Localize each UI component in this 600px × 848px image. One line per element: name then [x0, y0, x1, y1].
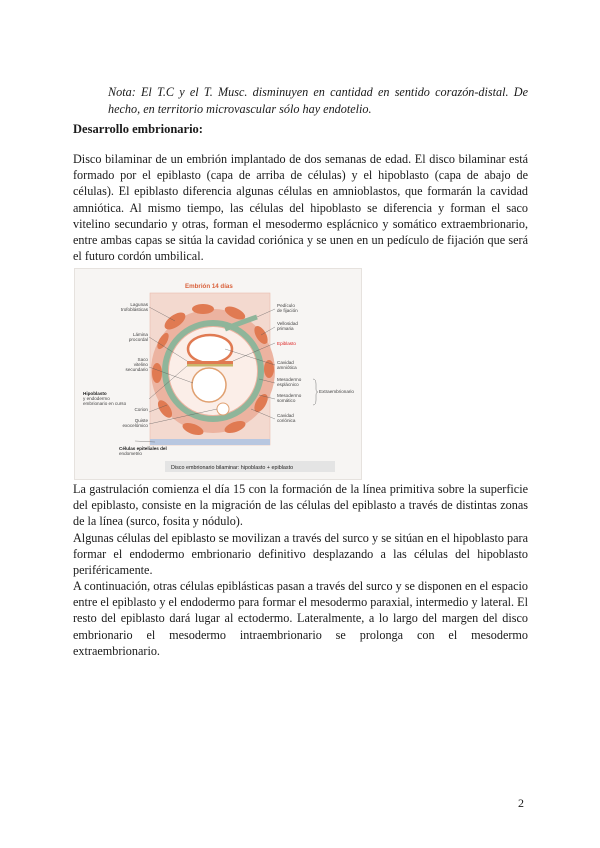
label-y-endodermo: y endodermo: [83, 396, 110, 401]
label-cavidad-amniotica-2: amniótica: [277, 365, 297, 370]
note-text: Nota: El T.C y el T. Musc. disminuyen en cantidad en sentido corazón-distal. De hecho, en territorio microvascular sólo hay endotelio.: [108, 85, 528, 116]
secondary-yolk-sac: [192, 368, 226, 402]
label-exocelomico: exocelómico: [122, 423, 148, 428]
page-number: 2: [518, 796, 524, 810]
label-somatico: somático: [277, 398, 296, 403]
label-quiste: Quiste: [134, 418, 148, 423]
label-lagunas: Lagunas: [130, 302, 148, 307]
hypoblast-layer: [187, 364, 233, 367]
label-vellosidad: Vellosidad: [277, 321, 298, 326]
label-corion: Corion: [134, 407, 148, 412]
label-secundario: secundario: [125, 367, 148, 372]
exocoelomic-cyst: [217, 403, 229, 415]
embryo-illustration: [75, 269, 361, 479]
label-endometrio: endometrio: [119, 451, 142, 456]
label-saco: Saco: [137, 357, 148, 362]
figure-caption: Disco embrionario bilaminar: hipoblasto + epiblasto: [171, 465, 294, 471]
label-cavidad-amniotica-1: Cavidad: [277, 360, 294, 365]
label-extraembrionario: Extraembrionario: [319, 389, 354, 394]
label-vitelino: vitelino: [133, 362, 148, 367]
embryo-figure: [74, 268, 362, 480]
label-hipoblasto: Hipoblasto: [83, 391, 107, 396]
paragraph-gastrulation: La gastrulación comienza el día 15 con la formación de la línea primitiva sobre la superficie del epiblasto, consiste en la migración de las células del epiblasto a través de distintas zonas de la línea (surco, fosita y nódulo).: [73, 482, 528, 529]
paragraph-mesoderm: A continuación, otras células epiblásticas pasan a través del surco y se disponen en el espacio entre el epiblasto y el endodermo para formar el mesodermo paraxial, intermedio y lateral. El resto del epiblasto dará lugar al ectodermo. Lateralmente, a lo largo del margen del disco embrionario el mesodermo intraembrionario se prolonga con el mesodermo extraembrionario.: [73, 579, 528, 658]
label-esplacnico: esplácnico: [277, 382, 299, 387]
label-trofoblasticas: trofoblásticas: [120, 307, 148, 312]
label-pediculo: Pedículo: [277, 303, 295, 308]
epiblast-layer: [187, 361, 233, 364]
bracket-extraembrionario: [313, 379, 318, 405]
label-embrionario: embrionario en curso: [83, 401, 127, 406]
label-epiblasto: Epiblasto: [277, 341, 296, 346]
section-heading: Desarrollo embrionario:: [73, 122, 203, 136]
label-mesodermo-1: Mesodermo: [277, 377, 302, 382]
label-lamina: Lámina: [132, 332, 148, 337]
paragraph-endoderm: Algunas células del epiblasto se movilizan a través del surco y se sitúan en el hipoblasto para formar el endodermo embrionario definitivo desplazando a las células del hipoblasto periféricamente.: [73, 531, 528, 578]
label-celulas-epiteliales: Células epiteliales del: [119, 446, 167, 451]
label-primaria: primaria: [277, 326, 294, 331]
figure-title: Embrión 14 días: [185, 283, 233, 290]
paragraph-bilaminar-disc: Disco bilaminar de un embrión implantado de dos semanas de edad. El disco bilaminar está formado por el epiblasto (capa de arriba de células) y el hipoblasto (capa de abajo de células). El epiblasto diferencia algunas células en amnioblastos, que formarán la cavidad amniótica. Al mismo tiempo, las células del hipoblasto se diferencia y forman el saco vitelino secundario y otras, forman el mesodermo esplácnico y somático extraembrionario, entre ambas capas se sitúa la cavidad coriónica y se unen en un pedículo de fijación que será el futuro cordón umbilical.: [73, 152, 528, 264]
label-cavidad-corionica-1: Cavidad: [277, 413, 294, 418]
label-mesodermo-2: Mesodermo: [277, 393, 302, 398]
label-cavidad-corionica-2: coriónica: [277, 418, 296, 423]
label-procordal: procordal: [128, 337, 148, 342]
label-de-fijacion: de fijación: [277, 308, 298, 313]
endometrial-epithelium: [150, 439, 270, 445]
